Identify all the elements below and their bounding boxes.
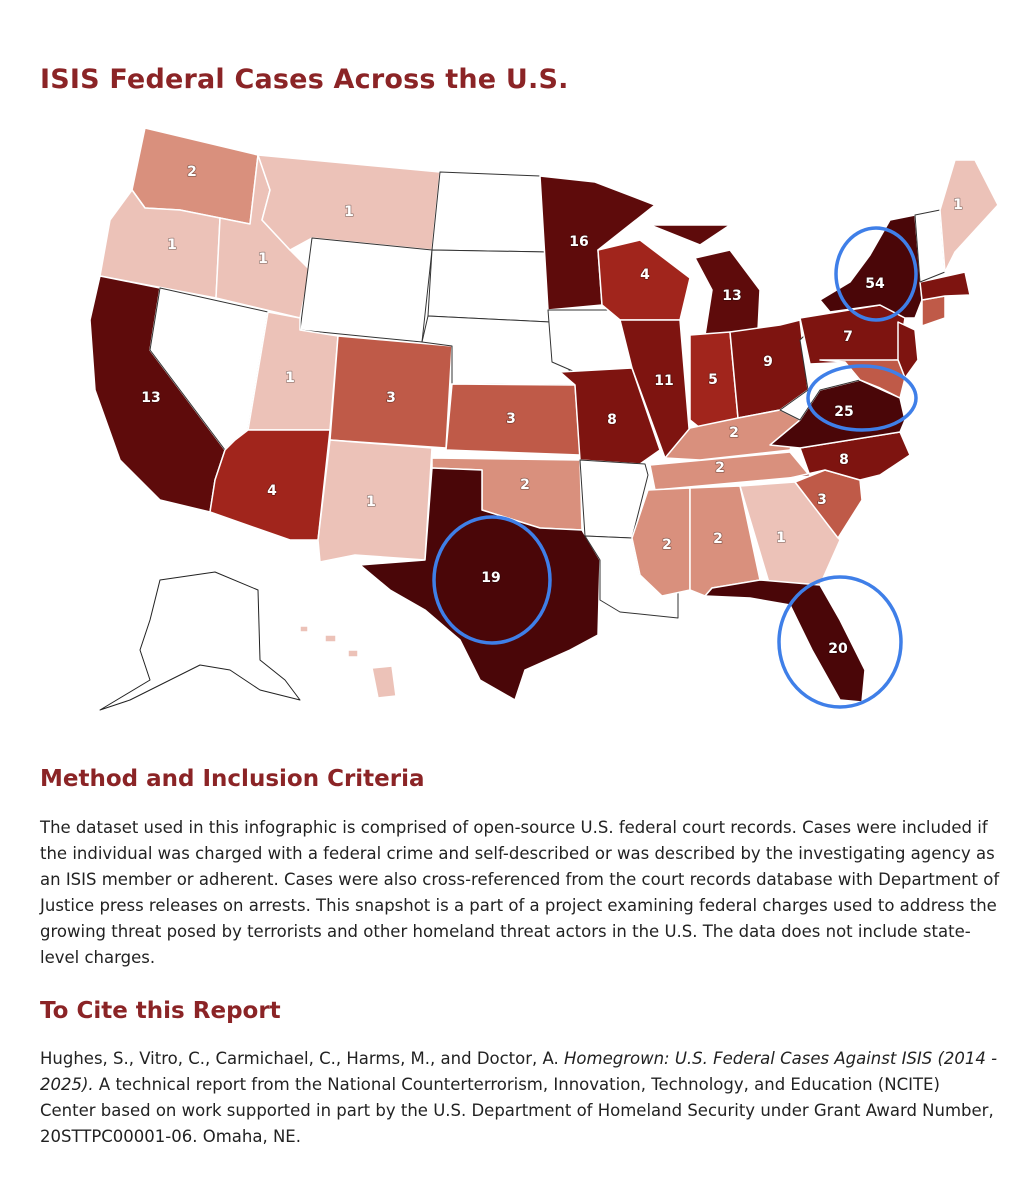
cite-heading: To Cite this Report: [40, 998, 281, 1024]
label-ky: 2: [729, 425, 739, 441]
label-wa: 2: [187, 164, 197, 180]
label-pa: 7: [843, 329, 853, 345]
label-mn: 16: [569, 234, 589, 250]
state-north-dakota: [432, 172, 548, 252]
citation-text: [40, 1046, 1000, 1150]
method-heading: Method and Inclusion Criteria: [40, 766, 425, 792]
state-south-dakota: [428, 250, 550, 322]
label-fl: 20: [828, 641, 848, 657]
state-wyoming: [300, 238, 432, 342]
state-alaska: [100, 572, 300, 710]
label-in: 5: [708, 372, 718, 388]
label-il: 11: [654, 373, 674, 389]
state-montana: [258, 155, 440, 250]
label-ca: 13: [141, 390, 161, 406]
label-tn: 2: [715, 460, 725, 476]
label-mo: 8: [607, 412, 617, 428]
citation-title: Homegrown: U.S. Federal Cases Against ISIS (2014 - 2025).: [40, 1049, 998, 1094]
label-oh: 9: [763, 354, 773, 370]
method-text: The dataset used in this infographic is comprised of open-source U.S. federal court records. Cases were included if the individual was charged with a federal crime and self-described or was described by the investigating agency as an ISIS member or adherent. Cases were also cross-referenced from the court records database with Department of Justice press releases on arrests. This snapshot is a part of a project examining federal charges used to address the growing threat posed by terrorists and other homeland threat actors in the U.S. The data does not include state-level charges.: [40, 818, 1000, 967]
state-maine: [940, 160, 998, 272]
label-wi: 4: [640, 267, 650, 283]
label-ks: 3: [506, 411, 516, 427]
page-title: ISIS Federal Cases Across the U.S.: [40, 64, 569, 95]
label-az: 4: [267, 483, 277, 499]
label-ok: 2: [520, 477, 530, 493]
label-mi: 13: [722, 288, 742, 304]
label-ny: 54: [865, 276, 885, 292]
label-or: 1: [167, 237, 177, 253]
label-nm: 1: [366, 494, 376, 510]
label-ga: 1: [776, 530, 786, 546]
label-ut: 1: [285, 370, 295, 386]
label-sc: 3: [817, 492, 827, 508]
us-choropleth-map: [0, 110, 1027, 724]
citation-details: A technical report from the National Counterterrorism, Innovation, Technology, and Education (NCITE) Center based on work supported in part by the U.S. Department of Homeland Security under Grant Award Number, 20STTPC00001-06. Omaha, NE.: [40, 1075, 994, 1146]
label-me: 1: [953, 197, 963, 213]
label-id: 1: [258, 251, 268, 267]
label-nc: 8: [839, 452, 849, 468]
state-hawaii: [300, 626, 396, 698]
label-va: 25: [834, 404, 854, 420]
citation-authors: Hughes, S., Vitro, C., Carmichael, C., Harms, M., and Doctor, A.: [40, 1049, 565, 1068]
label-mt: 1: [344, 204, 354, 220]
state-connecticut: [922, 296, 945, 326]
label-al: 2: [713, 531, 723, 547]
label-ms: 2: [662, 537, 672, 553]
label-co: 3: [386, 390, 396, 406]
label-tx: 19: [481, 570, 501, 586]
